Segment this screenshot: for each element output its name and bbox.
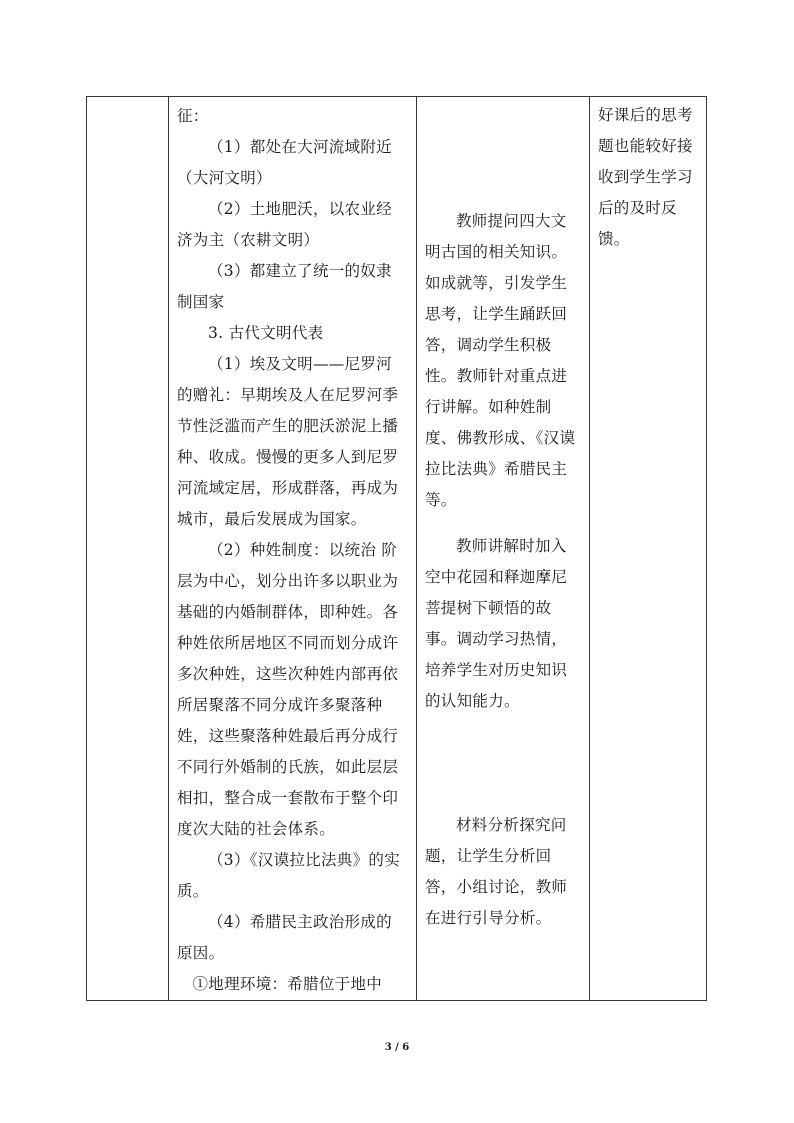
- page-number: 3 / 6: [384, 1042, 410, 1053]
- content-paragraph: ①地理环境：希腊位于地中: [192, 975, 383, 993]
- table-row: [87, 97, 707, 1001]
- lesson-plan-table: [86, 96, 707, 1001]
- content-paragraph: （4）希腊民主政治形成的原因。: [177, 913, 392, 962]
- stage-cell: [87, 97, 169, 1001]
- teacher-activity-cell: [417, 97, 590, 1001]
- intent-paragraph: 好课后的思考题也能较好接收到学生学习后的及时反馈。: [598, 106, 693, 248]
- content-paragraph: （3）《汉谟拉比法典》的实质。: [177, 851, 401, 900]
- content-paragraph: （2）土地肥沃，以农业经济为主（农耕文明）: [177, 200, 392, 249]
- content-paragraph: （3）都建立了统一的奴隶制国家: [177, 262, 392, 311]
- activity-paragraph: 教师提问四大文明古国的相关知识。如成就等，引发学生思考，让学生踊跃回答，调动学生积极性。教师针对重点进行讲解。如种姓制度、佛教形成、《汉谟拉比法典》希腊民主等。: [425, 212, 576, 509]
- activity-paragraph: 材料分析探究问题，让学生分析回答，小组讨论，教师在进行引导分析。: [425, 816, 568, 927]
- content-paragraph: 征：: [177, 107, 209, 125]
- design-intent-cell: [590, 97, 707, 1001]
- content-paragraph: （1）埃及文明——尼罗河的赠礼：早期埃及人在尼罗河季节性泛滥而产生的肥沃淤泥上播种、收成。慢慢的更多人到尼罗河流域定居，形成群落，再成为城市，最后发展成为国家。: [177, 355, 399, 528]
- teaching-content-cell: [169, 97, 417, 1001]
- activity-paragraph: 教师讲解时加入空中花园和释迦摩尼菩提树下顿悟的故事。调动学习热情，培养学生对历史知识的认知能力。: [425, 537, 568, 710]
- content-paragraph: （1）都处在大河流域附近（大河文明）: [177, 138, 392, 187]
- content-heading: 3. 古代文明代表: [208, 324, 324, 342]
- content-paragraph: （2）种姓制度：以统治 阶层为中心，划分出许多以职业为基础的内婚制群体，即种姓。各种姓依所居地区不同而划分成许多次种姓，这些次种姓内部再依所居聚落不同分成许多聚落种姓，这些聚落种姓最后再分成行不同行外婚制的氏族，如此层层相扣，整合成一套散布于整个印度次大陆的社会体系。: [177, 541, 399, 838]
